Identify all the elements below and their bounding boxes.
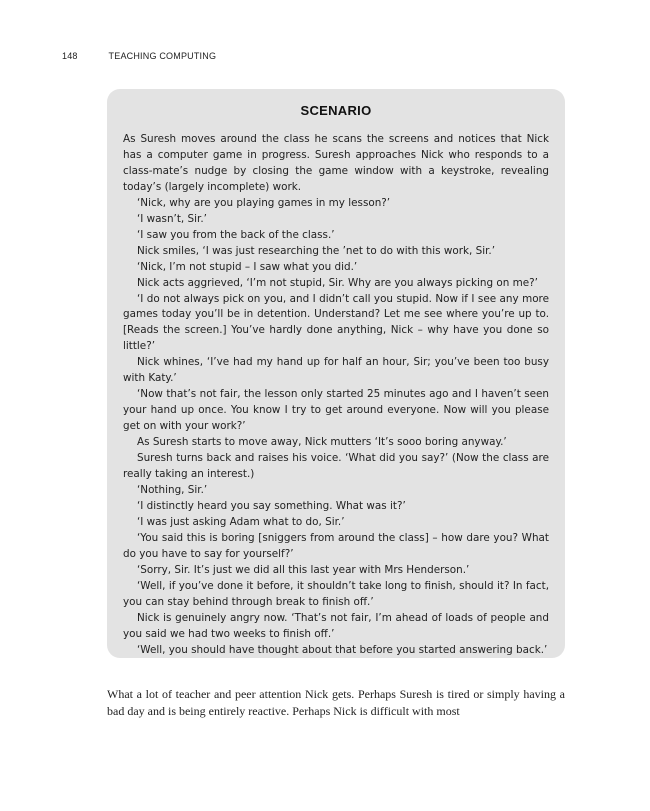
scenario-paragraph: Nick acts aggrieved, ‘I’m not stupid, Sir. Why are you always picking on me?’ <box>137 276 538 289</box>
scenario-paragraph: As Suresh starts to move away, Nick mutters ‘It’s sooo boring anyway.’ <box>137 436 507 449</box>
scenario-paragraph: ‘I wasn’t, Sir.’ <box>137 212 207 225</box>
scenario-body <box>123 132 549 658</box>
scenario-paragraph: Nick smiles, ‘I was just researching the ’net to do with this work, Sir.’ <box>137 244 496 257</box>
scenario-paragraph: ‘Nick, why are you playing games in my lesson?’ <box>137 196 391 209</box>
scenario-paragraph: ‘Now that’s not fair, the lesson only started 25 minutes ago and I haven’t seen your hand up once. You know I try to get around everyone. Now will you please get on with your work?’ <box>123 388 549 433</box>
scenario-paragraph: ‘I was just asking Adam what to do, Sir.’ <box>137 515 345 528</box>
scenario-paragraph: Nick whines, ‘I’ve had my hand up for half an hour, Sir; you’ve been too busy with Katy.’ <box>123 356 549 385</box>
scenario-paragraph: ‘I distinctly heard you say something. What was it?’ <box>137 499 406 512</box>
page-number: 148 <box>62 51 78 61</box>
scenario-paragraph: As Suresh moves around the class he scans the screens and notices that Nick has a computer game in progress. Suresh approaches Nick who responds to a class-mate’s nudge by closing the game window with a keystroke, revealing today’s (largely incomplete) work. <box>123 133 549 193</box>
scenario-paragraph: ‘Well, you should have thought about that before you started answering back.’ <box>137 643 548 656</box>
scenario-paragraph: ‘You said this is boring [sniggers from around the class] – how dare you? What do you have to say for yourself?’ <box>123 531 549 560</box>
scenario-paragraph: ‘Sorry, Sir. It’s just we did all this last year with Mrs Henderson.’ <box>137 563 470 576</box>
scenario-paragraph: ‘Nothing, Sir.’ <box>137 483 208 496</box>
scenario-paragraph: ‘I do not always pick on you, and I didn’t call you stupid. Now if I see any more games today you’ll be in detention. Understand? Let me see where you’re up to. [Reads the screen.] You’ve hardly done anything, Nick – why have you done so little?’ <box>123 292 549 353</box>
commentary-paragraph: What a lot of teacher and peer attention Nick gets. Perhaps Suresh is tired or simply having a bad day and is being entirely reactive. Perhaps Nick is difficult with most <box>107 687 565 718</box>
scenario-paragraph: Nick is genuinely angry now. ‘That’s not fair, I’m ahead of loads of people and you said we had two weeks to finish off.’ <box>123 611 549 640</box>
running-head-title: TEACHING COMPUTING <box>108 51 217 61</box>
scenario-paragraph: ‘Well, if you’ve done it before, it shouldn’t take long to finish, should it? In fact, you can stay behind through break to finish off.’ <box>123 579 549 608</box>
running-head <box>62 51 216 61</box>
scenario-title: SCENARIO <box>300 103 372 118</box>
scenario-paragraph: ‘Nick, I’m not stupid – I saw what you did.’ <box>137 260 358 273</box>
scenario-paragraph: Suresh turns back and raises his voice. ‘What did you say?’ (Now the class are really taking an interest.) <box>123 452 549 481</box>
scenario-box <box>107 89 565 658</box>
scenario-paragraph: ‘I saw you from the back of the class.’ <box>137 228 335 241</box>
